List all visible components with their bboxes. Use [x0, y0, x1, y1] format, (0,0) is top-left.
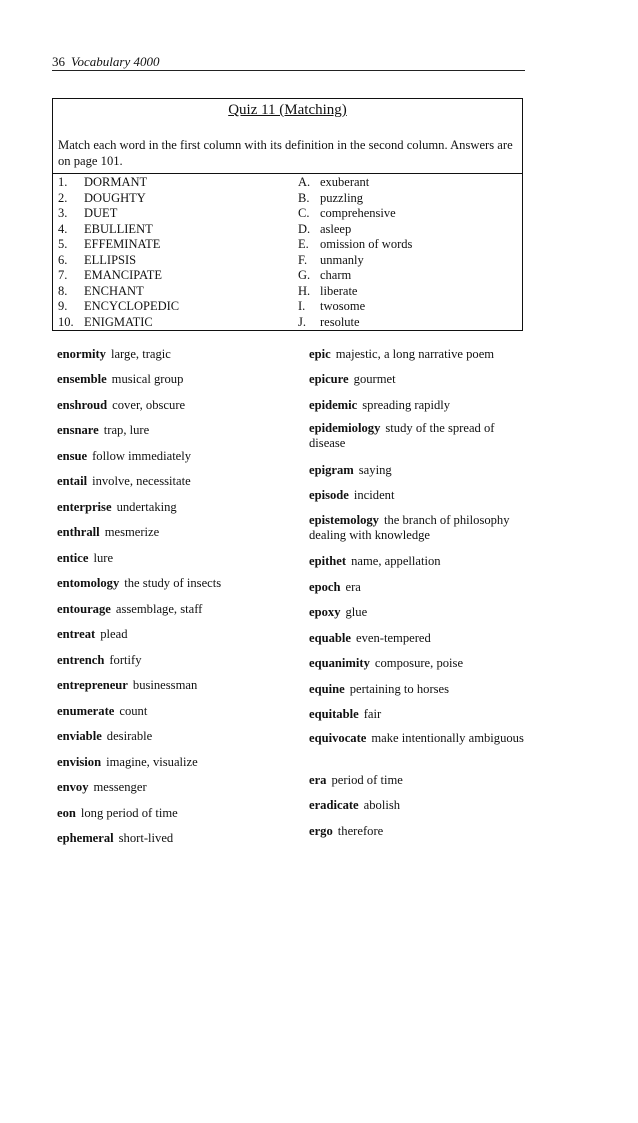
book-title: Vocabulary 4000: [71, 54, 160, 69]
entry-definition: period of time: [331, 773, 403, 787]
quiz-letter: J.: [298, 314, 306, 329]
entry-definition: mesmerize: [104, 525, 160, 539]
glossary-entry: [57, 551, 307, 566]
quiz-row: [53, 175, 522, 191]
entry-definition: fortify: [109, 653, 142, 667]
entry-term: envoy: [57, 780, 89, 794]
glossary-entry: [309, 421, 527, 451]
quiz-word: EMANCIPATE: [84, 268, 163, 282]
entry-term: entomology: [57, 576, 120, 590]
quiz-word: ENIGMATIC: [84, 314, 153, 329]
entry-term: entourage: [57, 602, 111, 616]
entry-definition: assemblage, staff: [115, 602, 203, 616]
entry-definition: composure, poise: [374, 656, 464, 670]
glossary-entry: [309, 398, 527, 413]
glossary-entry: [57, 806, 307, 821]
entry-definition: cover, obscure: [112, 398, 186, 412]
entry-term: epigram: [309, 463, 354, 477]
glossary-entry: [57, 780, 307, 795]
glossary-entry: [309, 463, 527, 478]
entry-term: equanimity: [309, 656, 370, 670]
entry-term: ensemble: [57, 372, 107, 386]
entry-term: equable: [309, 631, 351, 645]
entry-definition: desirable: [106, 729, 153, 743]
glossary-entry: [57, 831, 307, 846]
quiz-definition: twosome: [320, 299, 366, 313]
entry-term: epistemology: [309, 513, 379, 527]
entry-definition: businessman: [132, 678, 198, 692]
quiz-definition: comprehensive: [320, 206, 396, 220]
glossary-entry: [57, 627, 307, 642]
quiz-letter: G.: [298, 268, 311, 282]
entry-term: epic: [309, 347, 331, 361]
quiz-letter: H.: [298, 283, 311, 298]
entry-definition: name, appellation: [351, 554, 441, 568]
entry-term: ergo: [309, 824, 333, 838]
quiz-instructions: Match each word in the first column with its definition in the second column. Answers are on page 101.: [58, 138, 513, 168]
quiz-word: ELLIPSIS: [84, 252, 137, 267]
glossary-entry: [57, 602, 307, 617]
glossary-entry: [57, 729, 307, 744]
entry-definition: plead: [100, 627, 128, 641]
quiz-item-number: 4.: [58, 221, 68, 236]
entry-term: equine: [309, 682, 345, 696]
quiz-letter: A.: [298, 175, 311, 189]
entry-term: ephemeral: [57, 831, 114, 845]
entry-definition: saying: [358, 463, 392, 477]
entry-definition: study of the spread of disease: [309, 421, 495, 450]
entry-term: epidemiology: [309, 421, 381, 435]
quiz-divider: [53, 173, 522, 174]
glossary-entry: [309, 631, 527, 646]
entry-definition: therefore: [337, 824, 384, 838]
entry-term: ensnare: [57, 423, 99, 437]
page-header: [52, 54, 525, 71]
glossary-entry: [309, 798, 527, 813]
entry-definition: pertaining to horses: [349, 682, 450, 696]
entry-definition: trap, lure: [103, 423, 150, 437]
quiz-definition: asleep: [320, 221, 352, 236]
quiz-definition: unmanly: [320, 252, 364, 267]
entry-term: entice: [57, 551, 89, 565]
entry-term: entrench: [57, 653, 105, 667]
entry-definition: imagine, visualize: [106, 755, 198, 769]
quiz-box: [52, 98, 523, 331]
entry-definition: glue: [345, 605, 368, 619]
glossary-entry: [309, 773, 527, 788]
entry-term: enterprise: [57, 500, 112, 514]
entry-term: epidemic: [309, 398, 358, 412]
quiz-definition: resolute: [320, 314, 360, 329]
entry-definition: long period of time: [80, 806, 178, 820]
quiz-word: DOUGHTY: [84, 190, 146, 205]
quiz-row: [53, 222, 522, 238]
quiz-row: [53, 284, 522, 300]
entry-term: era: [309, 773, 327, 787]
quiz-item-number: 5.: [58, 237, 68, 251]
quiz-item-number: 3.: [58, 206, 68, 220]
glossary-entry: [57, 398, 307, 413]
entry-term: epoch: [309, 580, 341, 594]
glossary-entry: [309, 372, 527, 387]
glossary-entry: [57, 755, 307, 770]
glossary-entry: [309, 513, 527, 543]
entry-definition: short-lived: [118, 831, 174, 845]
quiz-title: Quiz 11 (Matching): [228, 102, 347, 118]
entry-definition: involve, necessitate: [92, 474, 191, 488]
quiz-row: [53, 268, 522, 284]
quiz-item-number: 10.: [58, 314, 74, 329]
entry-definition: incident: [353, 488, 395, 502]
glossary-entry: [309, 347, 527, 362]
entry-definition: undertaking: [116, 500, 177, 514]
entry-definition: make intentionally ambiguous: [371, 731, 524, 745]
glossary-entry: [309, 824, 527, 839]
entry-definition: gourmet: [353, 372, 396, 386]
quiz-row: [53, 299, 522, 315]
glossary-entry: [309, 605, 527, 620]
quiz-row: [53, 191, 522, 207]
entry-term: enthrall: [57, 525, 100, 539]
glossary-entry: [309, 656, 527, 671]
glossary-entry: [309, 682, 527, 697]
glossary-entry: [57, 372, 307, 387]
glossary-entry: [57, 576, 307, 591]
quiz-definition: liberate: [320, 283, 358, 298]
entry-term: entrepreneur: [57, 678, 128, 692]
entry-definition: even-tempered: [356, 631, 431, 645]
glossary-entry: [57, 525, 307, 540]
quiz-word: DORMANT: [84, 175, 148, 189]
glossary-entry: [57, 500, 307, 515]
entry-definition: spreading rapidly: [362, 398, 451, 412]
quiz-letter: E.: [298, 237, 309, 251]
glossary-entry: [309, 731, 527, 746]
quiz-row: [53, 253, 522, 269]
entry-definition: fair: [363, 707, 382, 721]
glossary-entry: [57, 449, 307, 464]
quiz-item-number: 7.: [58, 268, 68, 282]
entry-term: enumerate: [57, 704, 115, 718]
glossary-entry: [57, 653, 307, 668]
entry-definition: majestic, a long narrative poem: [335, 347, 495, 361]
quiz-word: ENCHANT: [84, 283, 144, 298]
entry-definition: messenger: [93, 780, 147, 794]
entry-term: enormity: [57, 347, 106, 361]
quiz-word: DUET: [84, 206, 118, 220]
quiz-definition: puzzling: [320, 190, 364, 205]
entry-term: epithet: [309, 554, 347, 568]
entry-term: enviable: [57, 729, 102, 743]
entry-definition: count: [119, 704, 148, 718]
entry-term: eradicate: [309, 798, 359, 812]
entry-definition: the branch of philosophy dealing with knowledge: [309, 513, 510, 542]
glossary-entry: [309, 707, 527, 722]
quiz-item-number: 2.: [58, 190, 68, 205]
entry-definition: follow immediately: [92, 449, 192, 463]
quiz-definition: charm: [320, 268, 352, 282]
entry-term: envision: [57, 755, 102, 769]
entry-definition: musical group: [111, 372, 184, 386]
quiz-letter: F.: [298, 252, 308, 267]
entry-term: ensue: [57, 449, 88, 463]
entry-definition: abolish: [363, 798, 401, 812]
quiz-row: [53, 206, 522, 222]
entry-term: episode: [309, 488, 349, 502]
quiz-letter: C.: [298, 206, 310, 220]
quiz-item-number: 8.: [58, 283, 68, 298]
quiz-word: EBULLIENT: [84, 221, 153, 236]
quiz-item-number: 6.: [58, 252, 68, 267]
quiz-item-number: 1.: [58, 175, 68, 189]
entry-definition: era: [345, 580, 361, 594]
entry-term: equivocate: [309, 731, 367, 745]
entry-term: equitable: [309, 707, 359, 721]
quiz-word: ENCYCLOPEDIC: [84, 299, 180, 313]
entry-term: epoxy: [309, 605, 341, 619]
page-number: 36: [52, 54, 65, 69]
glossary-entry: [57, 347, 307, 362]
quiz-definition: exuberant: [320, 175, 370, 189]
glossary-entry: [309, 488, 527, 503]
quiz-word: EFFEMINATE: [84, 237, 161, 251]
glossary-entry: [57, 423, 307, 438]
quiz-letter: I.: [298, 299, 306, 313]
entry-term: entreat: [57, 627, 96, 641]
glossary-entry: [309, 580, 527, 595]
entry-term: epicure: [309, 372, 349, 386]
entry-term: eon: [57, 806, 76, 820]
quiz-row: [53, 237, 522, 253]
quiz-definition: omission of words: [320, 237, 413, 251]
quiz-item-number: 9.: [58, 299, 68, 313]
entry-term: entail: [57, 474, 88, 488]
quiz-letter: B.: [298, 190, 310, 205]
glossary-entry: [309, 554, 527, 569]
quiz-row: [53, 315, 522, 331]
glossary-entry: [57, 678, 307, 693]
glossary-entry: [57, 474, 307, 489]
glossary-entry: [57, 704, 307, 719]
entry-definition: large, tragic: [110, 347, 171, 361]
quiz-letter: D.: [298, 221, 311, 236]
entry-definition: lure: [93, 551, 114, 565]
entry-definition: the study of insects: [124, 576, 222, 590]
entry-term: enshroud: [57, 398, 108, 412]
